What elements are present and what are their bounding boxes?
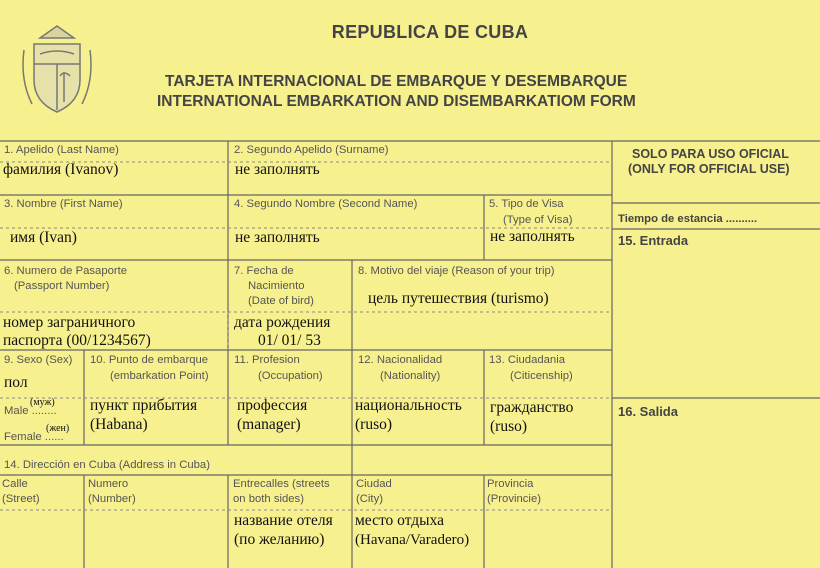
citizenship-value-line1[interactable]: гражданство (490, 399, 574, 416)
cross-streets-value-line2[interactable]: (по желанию) (234, 531, 325, 548)
exit-label: 16. Salida (618, 404, 678, 419)
nationality-label-en: (Nationality) (380, 370, 441, 382)
embark-point-value-line2[interactable]: (Habana) (90, 416, 148, 433)
address-label: 14. Dirección en Cuba (Address in Cuba) (4, 459, 210, 471)
surname-value[interactable]: не заполнять (235, 161, 320, 178)
form-title-es: TARJETA INTERNACIONAL DE EMBARQUE Y DESEMBARQUE (165, 73, 628, 90)
passport-label-en: (Passport Number) (14, 280, 110, 292)
embark-point-label: 10. Punto de embarque (90, 354, 209, 366)
first-name-label: 3. Nombre (First Name) (4, 198, 123, 210)
last-name-value[interactable]: фамилия (Ivanov) (3, 161, 119, 178)
entry-label: 15. Entrada (618, 233, 689, 248)
visa-type-value[interactable]: не заполнять (490, 228, 575, 245)
passport-value-line2[interactable]: паспорта (00/1234567) (3, 332, 151, 349)
birth-date-label-2: Nacimiento (248, 280, 305, 292)
cross-streets-label: Entrecalles (streets (233, 478, 330, 490)
female-note: (жен) (46, 423, 70, 434)
visa-type-label-en: (Type of Visa) (503, 214, 573, 226)
birth-date-value-label[interactable]: дата рождения (234, 314, 331, 331)
birth-date-label-en: (Date of bird) (248, 295, 314, 307)
female-option[interactable]: Female ...... (4, 431, 64, 443)
official-title-en: (ONLY FOR OFFICIAL USE) (628, 162, 790, 176)
embark-point-label-en: (embarkation Point) (110, 370, 209, 382)
second-name-label: 4. Segundo Nombre (Second Name) (234, 198, 418, 210)
citizenship-label-en: (Citicenship) (510, 370, 573, 382)
city-value-line2[interactable]: (Havana/Varadero) (355, 532, 470, 548)
cross-streets-value-line1[interactable]: название отеля (234, 512, 333, 529)
city-label-en: (City) (356, 493, 383, 505)
embark-point-value-line1[interactable]: пункт прибытия (90, 397, 198, 414)
second-name-value[interactable]: не заполнять (235, 229, 320, 246)
form-title-en: INTERNATIONAL EMBARKATION AND DISEMBARKATIOM FORM (157, 93, 636, 110)
birth-date-label: 7. Fecha de (234, 265, 294, 277)
passport-label: 6. Numero de Pasaporte (4, 265, 128, 277)
birth-date-value[interactable]: 01/ 01/ 53 (258, 332, 321, 349)
city-label: Ciudad (356, 478, 392, 490)
sex-value[interactable]: пол (4, 374, 28, 391)
occupation-label-en: (Occupation) (258, 370, 323, 382)
male-option[interactable]: Male ........ (4, 405, 57, 417)
country-title: REPUBLICA DE CUBA (331, 22, 529, 42)
first-name-value[interactable]: имя (Ivan) (10, 229, 77, 246)
street-label: Calle (2, 478, 28, 490)
trip-reason-label: 8. Motivo del viaje (Reason of your trip) (358, 265, 555, 277)
occupation-value-line2[interactable]: (manager) (237, 416, 301, 433)
province-label-en: (Provincie) (487, 493, 541, 505)
nationality-label: 12. Nacionalidad (358, 354, 443, 366)
occupation-value-line1[interactable]: профессия (237, 397, 308, 414)
city-value-line1[interactable]: место отдыха (355, 512, 444, 529)
street-label-en: (Street) (2, 493, 40, 505)
last-name-label: 1. Apelido (Last Name) (4, 144, 119, 156)
province-label: Provincia (487, 478, 534, 490)
citizenship-value-line2[interactable]: (ruso) (490, 418, 528, 435)
occupation-label: 11. Profesion (234, 354, 300, 366)
surname-label: 2. Segundo Apelido (Surname) (234, 144, 389, 156)
visa-type-label: 5. Tipo de Visa (489, 198, 564, 210)
official-title: SOLO PARA USO OFICIAL (632, 147, 789, 161)
number-label: Numero (88, 478, 129, 490)
cross-streets-label-2: on both sides) (233, 493, 304, 505)
citizenship-label: 13. Ciudadania (489, 354, 566, 366)
number-label-en: (Number) (88, 493, 136, 505)
nationality-value-line1[interactable]: национальность (355, 397, 462, 414)
sex-label: 9. Sexo (Sex) (4, 354, 73, 366)
trip-reason-value[interactable]: цель путешествия (turismo) (368, 290, 549, 307)
nationality-value-line2[interactable]: (ruso) (355, 416, 393, 433)
male-note: (муж) (30, 397, 55, 408)
passport-value-line1[interactable]: номер заграничного (3, 314, 136, 331)
stay-duration-label: Tiempo de estancia .......... (618, 213, 758, 225)
